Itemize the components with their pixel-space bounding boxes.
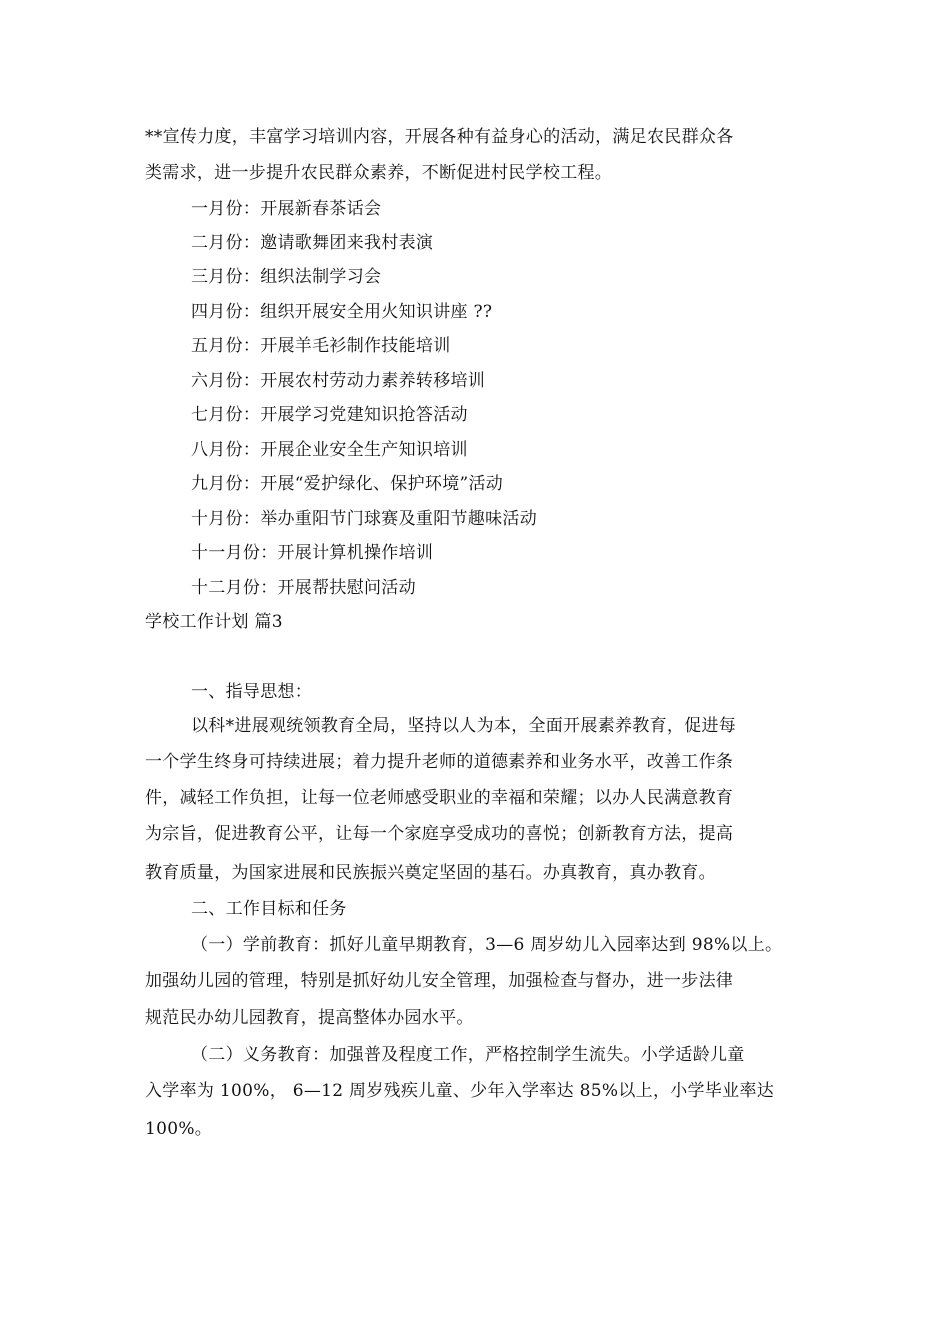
paragraph-line: 以科*进展观统领教育全局，坚持以人为本，全面开展素养教育，促进每 xyxy=(191,716,737,736)
month-item: 二月份：邀请歌舞团来我村表演 xyxy=(191,233,434,253)
month-item: 五月份：开展羊毛衫制作技能培训 xyxy=(191,336,451,356)
month-item: 十二月份：开展帮扶慰问活动 xyxy=(191,578,416,598)
intro-line: 类需求，进一步提升农民群众素养，不断促进村民学校工程。 xyxy=(145,163,613,183)
month-item: 一月份：开展新春茶话会 xyxy=(191,199,382,219)
month-item: 八月份：开展企业安全生产知识培训 xyxy=(191,440,468,460)
month-item: 十月份：举办重阳节门球赛及重阳节趣味活动 xyxy=(191,509,537,529)
paragraph-line: 加强幼儿园的管理，特别是抓好幼儿安全管理，加强检查与督办，进一步法律 xyxy=(145,971,734,991)
paragraph-line: 入学率为 100%， 6—12 周岁残疾儿童、少年入学率达 85%以上，小学毕业率达 xyxy=(145,1081,775,1101)
paragraph-line: 为宗旨，促进教育公平，让每一个家庭享受成功的喜悦；创新教育方法，提高 xyxy=(145,824,734,844)
paragraph-line: 件，减轻工作负担，让每一位老师感受职业的幸福和荣耀；以办人民满意教育 xyxy=(145,788,734,808)
paragraph-line: 教育质量，为国家进展和民族振兴奠定坚固的基石。办真教育，真办教育。 xyxy=(145,863,716,883)
intro-line: **宣传力度，丰富学习培训内容，开展各种有益身心的活动，满足农民群众各 xyxy=(145,127,734,147)
month-item: 四月份：组织开展安全用火知识讲座 ?? xyxy=(191,302,493,322)
month-item: 十一月份：开展计算机操作培训 xyxy=(191,543,434,563)
section-title: 学校工作计划 篇3 xyxy=(145,612,283,632)
paragraph-line: （一）学前教育：抓好儿童早期教育，3—6 周岁幼儿入园率达到 98%以上。 xyxy=(191,935,783,955)
month-item: 三月份：组织法制学习会 xyxy=(191,267,382,287)
month-item: 六月份：开展农村劳动力素养转移培训 xyxy=(191,371,486,391)
paragraph-line: （二）义务教育：加强普及程度工作，严格控制学生流失。小学适龄儿童 xyxy=(191,1045,745,1065)
paragraph-line: 100%。 xyxy=(145,1119,213,1139)
heading-guiding-thought: 一、指导思想： xyxy=(191,682,313,702)
paragraph-line: 规范民办幼儿园教育，提高整体办园水平。 xyxy=(145,1008,474,1028)
month-item: 九月份：开展“爱护绿化、保护环境”活动 xyxy=(191,474,504,494)
month-item: 七月份：开展学习党建知识抢答活动 xyxy=(191,405,468,425)
paragraph-line: 一个学生终身可持续进展；着力提升老师的道德素养和业务水平，改善工作条 xyxy=(145,752,734,772)
heading-goals-tasks: 二、工作目标和任务 xyxy=(191,899,347,919)
